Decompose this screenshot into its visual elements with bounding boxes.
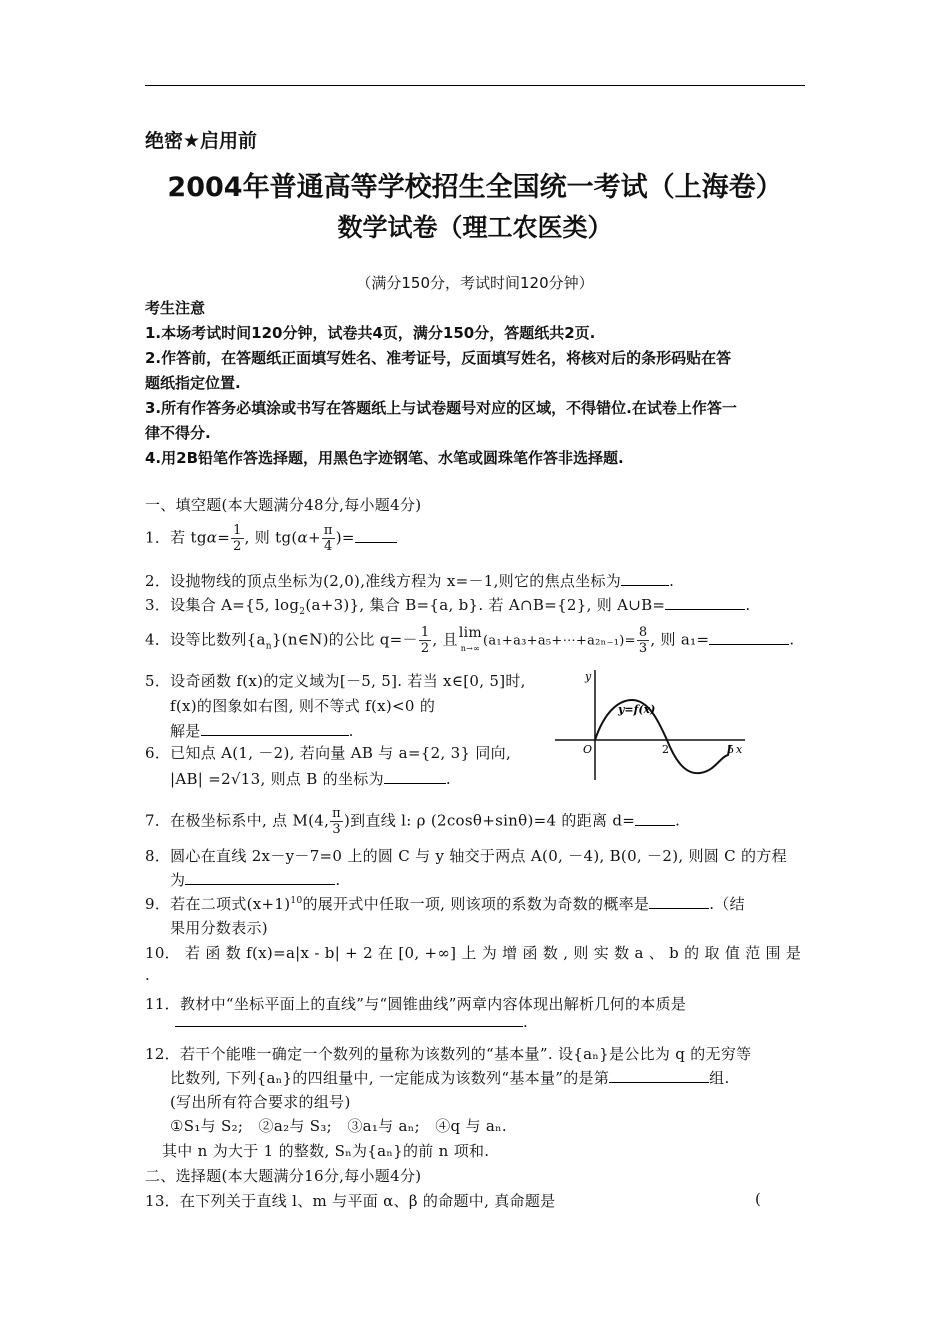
answer-blank[interactable] (709, 630, 789, 645)
answer-blank[interactable] (665, 595, 745, 610)
fraction (231, 523, 244, 554)
denominator: 4 (323, 539, 333, 554)
q3-text: 3．设集合 A={5, log (145, 596, 300, 614)
q9-text: .（结 (709, 895, 745, 913)
tick-label: 2 (662, 743, 669, 756)
q10-line2: . (145, 966, 151, 984)
score-note: （满分150分，考试时间120分钟） (356, 274, 594, 292)
lim-label: lim (458, 624, 482, 641)
numerator: π (323, 523, 333, 538)
exam-subtitle: 数学试卷（理工农医类） (337, 213, 613, 242)
q11-line1: 11．教材中“坐标平面上的直线”与“圆锥曲线”两章内容体现出解析几何的本质是 (145, 995, 687, 1013)
q8-text: 为 (170, 871, 186, 889)
q6-line1: 6．已知点 A(1, －2), 若向量 AB 与 a={2, 3} 同向, (145, 744, 512, 762)
answer-blank[interactable] (185, 870, 335, 885)
header-rule (145, 85, 805, 86)
q4-text: 4．设等比数列{a (145, 630, 266, 649)
answer-blank[interactable] (384, 769, 446, 784)
question-13: 13．在下列关于直线 l、m 与平面 α、β 的命题中, 真命题是 (145, 1192, 556, 1210)
numerator: 1 (420, 625, 430, 640)
q1-alpha: α (206, 528, 218, 547)
answer-blank[interactable] (635, 811, 675, 826)
q9-line1 (145, 893, 745, 914)
question-1 (145, 523, 397, 554)
q1-text: )= (335, 528, 355, 547)
section1-heading: 一、填空题(本大题满分48分,每小题4分) (145, 496, 422, 514)
q10-line1: 10． 若 函 数 f(x)=a|x - b| + 2 在 [0, +∞] 上 为 增 函 数 , 则 实 数 a 、 b 的 取 值 范 围 是 (145, 944, 802, 962)
notice-item: 题纸指定位置. (145, 374, 241, 392)
function-label: y=f(x) (618, 703, 656, 716)
q12-line2 (170, 1067, 730, 1088)
q7-text: )到直线 l: ρ (2cosθ+sinθ)=4 的距离 d= (344, 811, 636, 830)
q9-text: 9．若在二项式(x+1) (145, 895, 291, 913)
q7-text: 7．在极坐标系中, 点 M(4, (145, 811, 330, 830)
x-label: x (736, 743, 743, 756)
q2-text: 2．设抛物线的顶点坐标为(2,0),准线方程为 x=－1,则它的焦点坐标为 (145, 572, 622, 590)
notice-item: 2.作答前，在答题纸正面填写姓名、准考证号，反面填写姓名，将核对后的条形码贴在答 (145, 349, 732, 367)
question-7: 7．在极坐标系中, 点 M(4, $\frac{\pi}{3}$ )到直线 l: ρ (2cosθ+sinθ)=4 的距离 d= . (145, 806, 681, 837)
q1-plus: + (307, 528, 321, 547)
answer-blank[interactable] (201, 721, 349, 736)
superscript: 10 (290, 896, 303, 906)
q12-line1: 12．若干个能唯一确定一个数列的量称为该数列的“基本量”. 设{aₙ}是公比为 q 的无穷等 (145, 1045, 752, 1063)
secret-label: 绝密★启用前 (145, 130, 258, 152)
subscript: 2 (299, 607, 306, 617)
numerator: 8 (638, 625, 648, 640)
q5-line3: 解是 . (170, 722, 354, 740)
q4-text: (a₁+a₃+a₅+⋯+a₂ₙ₋₁)= (482, 633, 636, 649)
q1-text: 1．若 tg (145, 528, 207, 547)
answer-blank[interactable] (175, 1012, 523, 1027)
fraction (419, 625, 432, 656)
q4-text: , 且 (432, 630, 458, 649)
q8-line2: 为 . (170, 871, 341, 889)
q12-text: 组. (709, 1069, 730, 1087)
q9-line2: 果用分数表示) (170, 919, 268, 937)
q8-line1: 8．圆心在直线 2x－y－7=0 上的圆 C 与 y 轴交于两点 A(0, －4), B(0, －2), 则圆 C 的方程 (145, 847, 787, 865)
q1-alpha: α (297, 528, 308, 547)
q4-text: }(n∈N)的公比 q=－ (271, 630, 418, 649)
fraction (322, 523, 335, 554)
question-4: 4．设等比数列$\{a_n\}(n\in N)$的公比 q=－ $\frac{1}{2}$ , 且 lim n→∞ (a₁+a₃+a₅+⋯+a₂ₙ₋₁)= $\frac{8}{3}$ , 则 a₁= . (145, 624, 795, 656)
q9-text: 的展开式中任取一项, 则该项的系数为奇数的概率是 (302, 895, 650, 913)
q13-answer-paren: ( (755, 1190, 762, 1208)
notice-item: 4.用2B铅笔作答选择题，用黑色字迹钢笔、水笔或圆珠笔作答非选择题. (145, 449, 624, 467)
q12-line3: (写出所有符合要求的组号) (170, 1093, 351, 1111)
q5-text: 解是 (170, 722, 201, 740)
denominator: 3 (332, 822, 341, 837)
limit (459, 626, 482, 656)
section2-heading: 二、选择题(本大题满分16分,每小题4分) (145, 1167, 422, 1185)
denominator: 3 (638, 641, 648, 656)
answer-blank[interactable] (621, 571, 669, 586)
notice-heading: 考生注意 (145, 299, 206, 317)
q12-text: 比数列, 下列{aₙ}的四组量中, 一定能成为该数列“基本量”的是第 (170, 1069, 610, 1087)
q6-line2: |AB| =2√13, 则点 B 的坐标为 . (170, 770, 451, 788)
fraction (637, 625, 650, 656)
subscript: n (265, 641, 272, 652)
notice-item: 1.本场考试时间120分钟，试卷共4页，满分150分，答题纸共2页. (145, 324, 596, 342)
fraction (330, 806, 343, 837)
tick-label: 5 (727, 743, 734, 756)
question-2: 2．设抛物线的顶点坐标为(2,0),准线方程为 x=－1,则它的焦点坐标为 . (145, 572, 675, 590)
q3-text: (a+3)}, 集合 B={a, b}. 若 A∩B={2}, 则 A∪B= (305, 596, 666, 614)
q12-options: ①S₁与 S₂; ②a₂与 S₃; ③a₁与 aₙ; ④q 与 aₙ. (170, 1117, 507, 1135)
function-graph (550, 665, 750, 785)
answer-blank[interactable] (355, 528, 397, 543)
numerator: π (332, 806, 342, 821)
answer-blank[interactable] (609, 1068, 709, 1083)
lim-sub: n→∞ (460, 643, 481, 653)
q1-eq: = (217, 528, 231, 547)
q11-line2: . (175, 1012, 528, 1031)
denominator: 2 (420, 641, 430, 656)
notice-item: 律不得分. (145, 424, 211, 442)
q4-text: , 则 a₁= (650, 630, 710, 649)
numerator: 1 (233, 523, 242, 538)
q5-line2: f(x)的图象如右图, 则不等式 f(x)<0 的 (170, 697, 436, 715)
y-label: y (585, 670, 592, 683)
function-curve (595, 700, 730, 773)
question-3: 3．设集合 A={5, $\log_2(a+3)$}, 集合 B={a, b}. 若 A∩B={2}, 则 A∪B= . (145, 596, 751, 617)
answer-blank[interactable] (649, 894, 709, 909)
notice-item: 3.所有作答务必填涂或书写在答题纸上与试卷题号对应的区域，不得错位.在试卷上作答一 (145, 399, 737, 417)
exam-title: 2004年普通高等学校招生全国统一考试（上海卷） (167, 172, 783, 203)
origin-label: O (583, 743, 593, 756)
denominator: 2 (233, 539, 242, 554)
q5-line1: 5．设奇函数 f(x)的定义域为[－5, 5]. 若当 x∈[0, 5]时, (145, 672, 526, 690)
q12-note: 其中 n 为大于 1 的整数, Sₙ为{aₙ}的前 n 项和. (162, 1142, 490, 1160)
q1-text: , 则 tg( (244, 528, 298, 547)
q6-text: |AB| =2√13, 则点 B 的坐标为 (170, 770, 384, 788)
